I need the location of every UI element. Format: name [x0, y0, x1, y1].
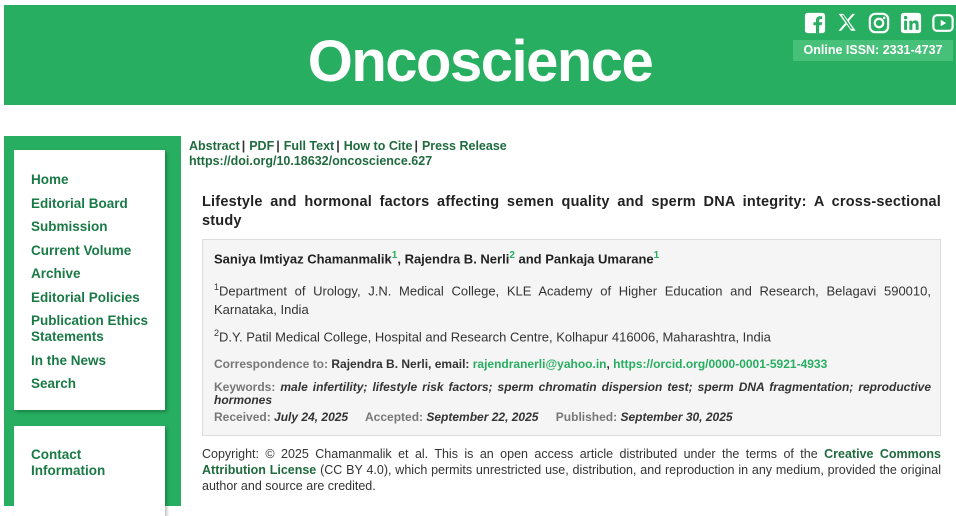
- article-links: Abstract | PDF | Full Text | How to Cite | Press Release: [189, 139, 507, 153]
- full-text-link[interactable]: Full Text: [283, 139, 335, 153]
- sidebar-item-current-volume[interactable]: Current Volume: [31, 242, 132, 258]
- sidebar-item-search[interactable]: Search: [31, 376, 77, 391]
- article-info-box: [202, 239, 941, 436]
- sidebar-item-editorial-policies[interactable]: Editorial Policies: [31, 289, 140, 305]
- license-link[interactable]: Creative Commons Attribution License: [202, 447, 941, 477]
- correspondence: Correspondence to: Rajendra B. Nerli, email: rajendranerli@yahoo.in, https://orcid.org/0000-0001-5921-4933: [214, 357, 828, 371]
- author-sup: 1: [653, 250, 660, 261]
- sidebar-item-archive[interactable]: Archive: [31, 266, 81, 281]
- facebook-icon[interactable]: [804, 12, 826, 34]
- sidebar-item-home[interactable]: Home: [31, 172, 69, 187]
- affiliation: $^1$Department of Urology, J.N. Medical College, KLE Academy of Higher Education and Research, Belagavi 590010, Karnataka, India: [214, 282, 931, 317]
- abstract-link[interactable]: Abstract: [189, 139, 240, 153]
- published-date: September 30, 2025: [620, 410, 733, 424]
- author-name: Rajendra B. Nerli: [404, 251, 510, 267]
- pdf-link[interactable]: PDF: [249, 139, 275, 153]
- sidebar: [4, 136, 181, 506]
- author-name: Pankaja Umarane: [545, 251, 654, 267]
- accepted-date: September 22, 2025: [426, 410, 539, 424]
- sidebar-contact-box: [14, 426, 165, 516]
- sidebar-item-contact[interactable]: Contact Information: [31, 447, 106, 478]
- how-to-cite-link[interactable]: How to Cite: [343, 139, 413, 153]
- orcid-link[interactable]: https://orcid.org/0000-0001-5921-4933: [613, 357, 828, 371]
- affiliation: $^2$D.Y. Patil Medical College, Hospital and Research Centre, Kolhapur 416006, Maharashtra, India: [214, 328, 771, 345]
- instagram-icon[interactable]: [868, 12, 890, 34]
- social-links: [804, 12, 954, 34]
- copyright-notice: Copyright: © 2025 Chamanmalik et al. This is an open access article distributed under the terms of the Creative Commons Attribution License (CC BY 4.0), which permits unrestricted use, distribution, and reproduction in any medium, provided the original author and source are credited.: [202, 447, 941, 493]
- sidebar-item-publication-ethics[interactable]: Publication Ethics Statements: [31, 313, 149, 344]
- linkedin-icon[interactable]: [900, 12, 922, 34]
- article-dates: Received: July 24, 2025 Accepted: September 22, 2025 Published: September 30, 2025: [214, 410, 733, 424]
- youtube-icon[interactable]: [932, 12, 954, 34]
- author-sup: 2: [509, 250, 515, 261]
- press-release-link[interactable]: Press Release: [421, 139, 507, 153]
- sidebar-item-editorial-board[interactable]: Editorial Board: [31, 195, 128, 211]
- site-header: [4, 5, 956, 105]
- author-sup: 1: [391, 250, 398, 261]
- sidebar-nav: [14, 150, 165, 410]
- issn-badge: Online ISSN: 2331-4737: [793, 40, 953, 61]
- doi-link[interactable]: https://doi.org/10.18632/oncoscience.627: [189, 154, 433, 168]
- article-title: Lifestyle and hormonal factors affecting semen quality and sperm DNA integrity: A cross-sectional study: [202, 194, 941, 229]
- sidebar-item-submission[interactable]: Submission: [31, 219, 108, 234]
- keywords: Keywords: male infertility; lifestyle risk factors; sperm chromatin dispersion test; sperm DNA fragmentation; reproductive hormones: [214, 380, 932, 407]
- sidebar-item-in-the-news[interactable]: In the News: [31, 352, 107, 368]
- email-link[interactable]: rajendranerli@yahoo.in: [472, 357, 607, 371]
- received-date: July 24, 2025: [274, 410, 349, 424]
- author-list: Saniya Imtiyaz Chamanmalik$^1$, Rajendra B. Nerli$^2$ and Pankaja Umarane$^1$: [214, 250, 660, 267]
- site-logo[interactable]: Oncoscience: [307, 29, 653, 94]
- x-icon[interactable]: [836, 12, 858, 34]
- author-name: Saniya Imtiyaz Chamanmalik: [214, 251, 392, 267]
